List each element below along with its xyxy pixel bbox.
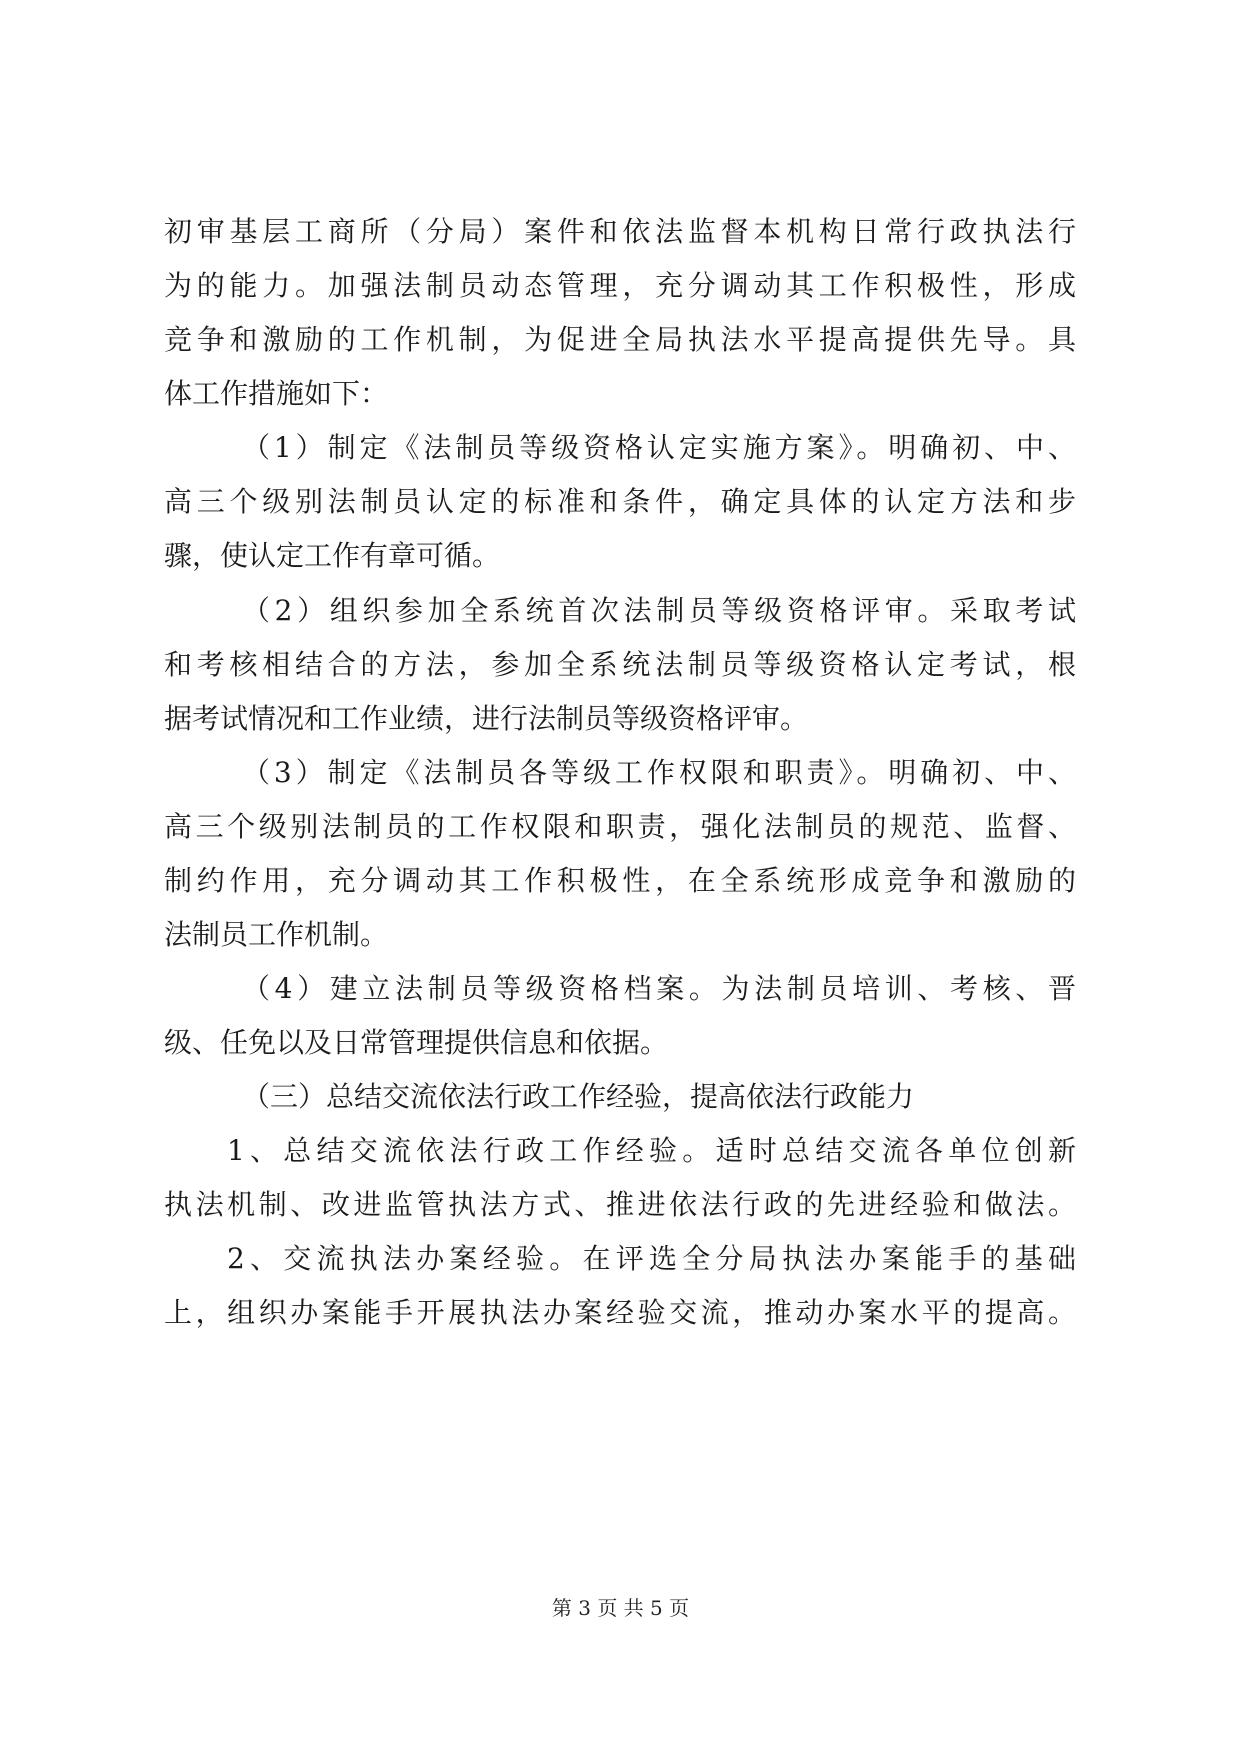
body-text-line: 为的能力。加强法制员动态管理，充分调动其工作积极性，形成 [164,269,1076,302]
body-text-line: 级、任免以及日常管理提供信息和依据。 [164,1026,669,1059]
body-text-line: 法制员工作机制。 [164,918,389,951]
item-2-heading-line: （2）组织参加全系统首次法制员等级资格评审。采取考试 [242,594,1076,627]
body-text-line: 据考试情况和工作业绩，进行法制员等级资格评审。 [164,702,809,735]
point-1-heading-line: 1、总结交流依法行政工作经验。适时总结交流各单位创新 [227,1134,1076,1167]
body-text-line: 初审基层工商所（分局）案件和依法监督本机构日常行政执法行 [164,215,1076,248]
item-4-heading-line: （4）建立法制员等级资格档案。为法制员培训、考核、晋 [242,972,1076,1005]
point-2-heading-line: 2、交流执法办案经验。在评选全分局执法办案能手的基础 [227,1242,1076,1275]
page-number-footer: 第 3 页 共 5 页 [551,1596,690,1620]
body-text-line: 竞争和激励的工作机制，为促进全局执法水平提高提供先导。具 [164,323,1076,356]
section-3-heading: （三）总结交流依法行政工作经验，提高依法行政能力 [242,1080,915,1113]
body-text-line: 和考核相结合的方法，参加全系统法制员等级资格认定考试，根 [164,648,1076,681]
body-text-line: 上，组织办案能手开展执法办案经验交流，推动办案水平的提高。 [164,1296,1076,1329]
item-3-heading-line: （3）制定《法制员各等级工作权限和职责》。明确初、中、 [242,756,1076,789]
body-text-line: 高三个级别法制员认定的标准和条件，确定具体的认定方法和步 [164,485,1076,518]
body-text-line: 体工作措施如下： [164,377,389,410]
body-text-line: 高三个级别法制员的工作权限和职责，强化法制员的规范、监督、 [164,810,1076,843]
body-text-line: 制约作用，充分调动其工作积极性，在全系统形成竞争和激励的 [164,864,1076,897]
body-text-line: 执法机制、改进监管执法方式、推进依法行政的先进经验和做法。 [164,1188,1076,1221]
body-text-line: 骤，使认定工作有章可循。 [164,539,501,572]
item-1-heading-line: （1）制定《法制员等级资格认定实施方案》。明确初、中、 [242,431,1076,464]
